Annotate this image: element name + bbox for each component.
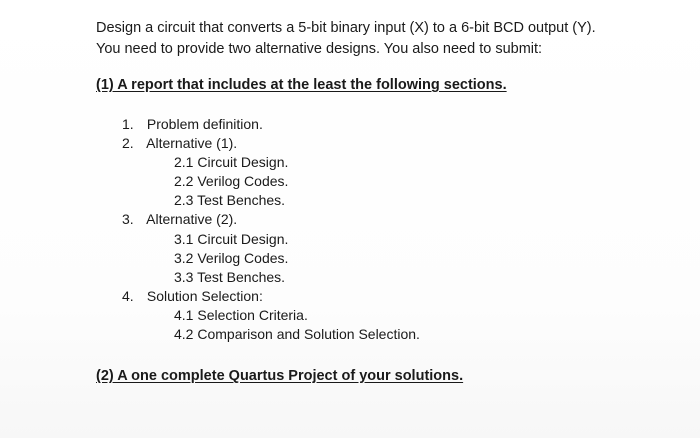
outline-item xyxy=(122,134,642,153)
outline-label: Problem definition. xyxy=(146,116,263,132)
outline-item xyxy=(122,287,642,306)
outline-subitem: 3.1 Circuit Design. xyxy=(174,230,289,247)
outline-subitem: 2.2 Verilog Codes. xyxy=(174,173,289,190)
outline-subitem: 3.3 Test Benches. xyxy=(174,268,286,285)
outline-number: 1. xyxy=(122,116,134,132)
outline-label: Alternative (1). xyxy=(146,135,238,152)
report-outline xyxy=(122,115,642,344)
outline-number: 4. xyxy=(122,287,134,304)
intro-paragraph xyxy=(96,18,686,60)
outline-subitem: 4.1 Selection Criteria. xyxy=(174,306,308,323)
report-heading: (1) A report that includes at the least the following sections. xyxy=(96,77,507,93)
intro-line-1: Design a circuit that converts a 5-bit binary input (X) to a 6-bit BCD output (Y). xyxy=(96,20,596,36)
outline-subitem: 2.3 Test Benches. xyxy=(174,192,286,209)
outline-label: Solution Selection: xyxy=(146,287,263,304)
outline-number: 2. xyxy=(122,135,134,152)
outline-item xyxy=(122,210,642,229)
intro-line-2: You need to provide two alternative designs. You also need to submit: xyxy=(96,41,543,57)
outline-subitem: 4.2 Comparison and Solution Selection. xyxy=(174,326,420,343)
outline-number: 3. xyxy=(122,211,134,228)
quartus-project-heading: (2) A one complete Quartus Project of your solutions. xyxy=(96,368,464,384)
outline-label: Alternative (2). xyxy=(146,211,238,228)
outline-subitem: 3.2 Verilog Codes. xyxy=(174,249,289,266)
outline-item xyxy=(122,115,642,134)
outline-subitem: 2.1 Circuit Design. xyxy=(174,154,289,171)
